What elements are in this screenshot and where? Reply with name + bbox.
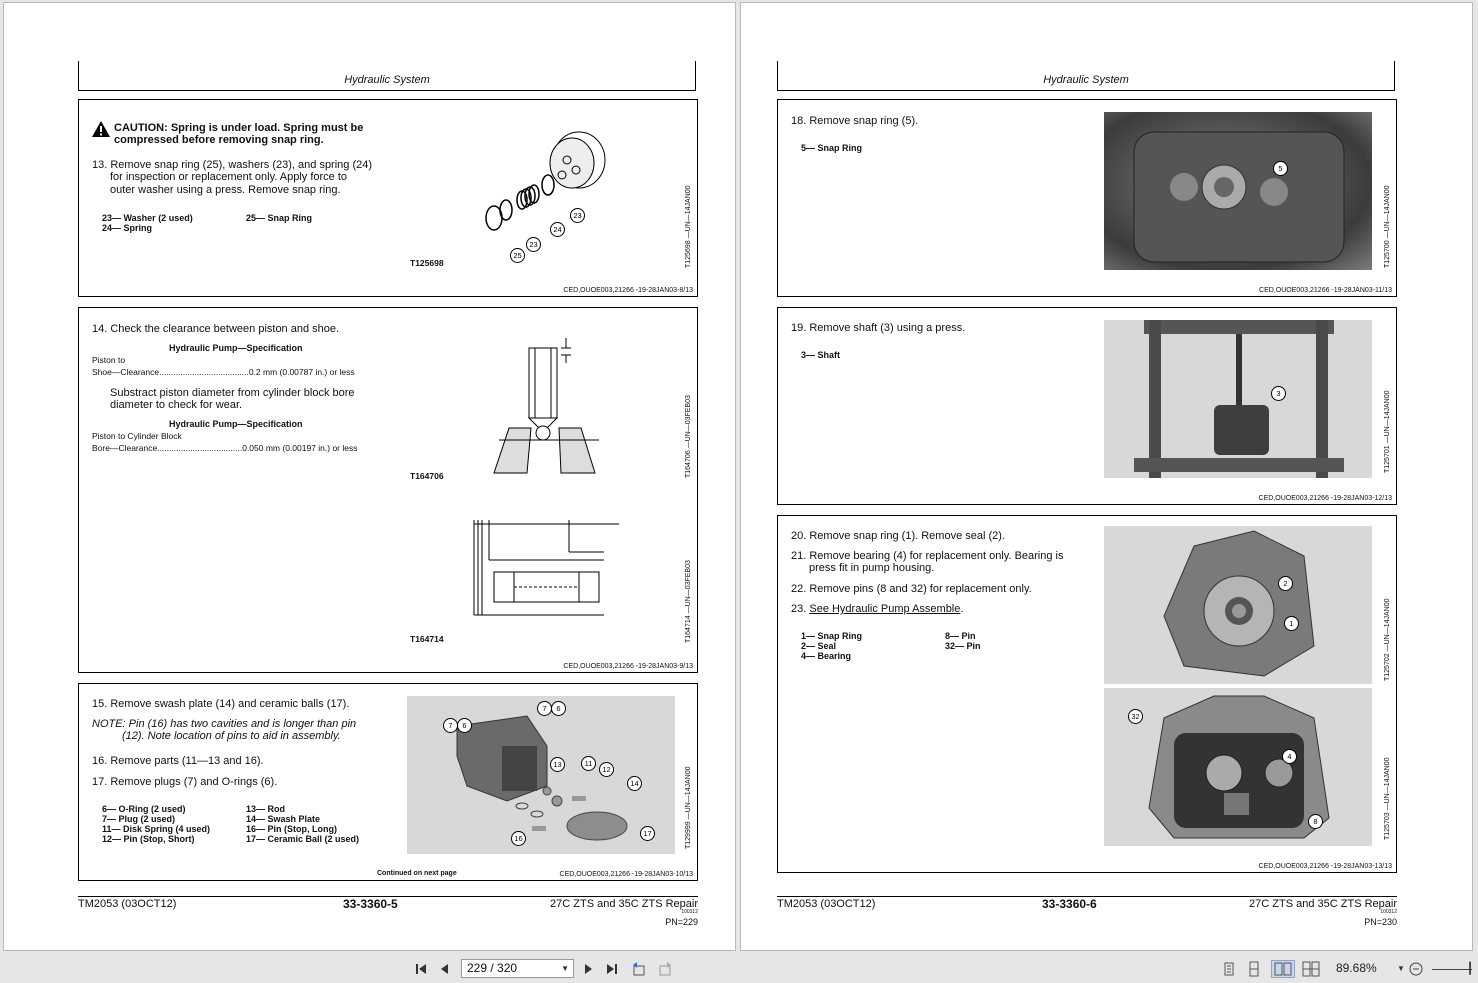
two-page-continuous-icon[interactable]: [1300, 961, 1322, 977]
spec-heading: Hydraulic Pump—Specification: [169, 343, 303, 353]
legend-item: 12— Pin (Stop, Short): [102, 834, 195, 844]
continued-note: Continued on next page: [377, 870, 457, 877]
ced-reference: CED,OUOE003,21266 -19-28JAN03-13/13: [1258, 863, 1392, 870]
callout-marker: 23: [526, 237, 541, 252]
legend-item: 8— Pin: [945, 631, 976, 641]
pdf-page-left: [3, 2, 736, 951]
figure-vertical-id: T125702 —UN—14JAN00: [1384, 598, 1391, 681]
callout-marker: 7: [537, 701, 552, 716]
step-18: 18. Remove snap ring (5).: [791, 115, 919, 127]
callout-marker: 13: [550, 757, 565, 772]
note-line-1: Substract piston diameter from cylinder block bore: [110, 387, 355, 399]
zoom-level[interactable]: 89.68%: [1336, 961, 1377, 975]
legend-item: 6— O-Ring (2 used): [102, 804, 186, 814]
step-23-number: 23.: [791, 603, 807, 615]
note-line-2: (12). Note location of pins to aid in assembly.: [122, 730, 341, 742]
legend-item: 11— Disk Spring (4 used): [102, 824, 211, 834]
footer-pn: PN=229: [665, 917, 698, 927]
figure-vertical-id: T125701 —UN—14JAN00: [1384, 390, 1391, 473]
figure-vertical-id: T164714 —UN—03FEB03: [685, 560, 692, 643]
spec-row: Shoe—Clearance......................................0.2 mm (0.00787 in.) or less: [92, 367, 355, 377]
hydraulic-pump-assemble-link[interactable]: See Hydraulic Pump Assemble: [809, 603, 961, 615]
legend-item: 32— Pin: [945, 641, 981, 651]
figure-id: T164706: [410, 471, 444, 481]
caution-icon: [91, 120, 111, 138]
legend-item: 17— Ceramic Ball (2 used): [246, 834, 360, 844]
step-20: 20. Remove snap ring (1). Remove seal (2).: [791, 530, 1005, 542]
step-21-line-1: 21. Remove bearing (4) for replacement only. Bearing is: [791, 550, 1064, 562]
zoom-out-icon[interactable]: [1408, 961, 1424, 977]
prev-page-icon[interactable]: [437, 961, 453, 977]
note-line-1: NOTE: Pin (16) has two cavities and is longer than pin: [92, 718, 357, 730]
callout-marker: 6: [551, 701, 566, 716]
ced-reference: CED,OUOE003,21266 -19-28JAN03-8/13: [563, 287, 693, 294]
footer-pn: PN=230: [1364, 917, 1397, 927]
page-header: [777, 61, 1395, 91]
header-title: Hydraulic System: [1043, 74, 1129, 86]
press-illustration: [1104, 320, 1372, 478]
chevron-down-icon[interactable]: ▼: [561, 964, 569, 973]
pump-housing-photo: [1104, 112, 1372, 270]
legend-item: 4— Bearing: [801, 651, 852, 661]
page-number-field[interactable]: [461, 959, 574, 978]
step-19: 19. Remove shaft (3) using a press.: [791, 322, 966, 334]
pump-housing-illustration: [1104, 112, 1372, 270]
header-title: Hydraulic System: [344, 74, 430, 86]
cylinder-block-bore-diagram: [464, 520, 624, 620]
callout-marker: 4: [1282, 749, 1297, 764]
legend-item: 16— Pin (Stop, Long): [246, 824, 337, 834]
callout-marker: 25: [510, 248, 525, 263]
section-swash-plate: [78, 683, 698, 881]
callout-marker: 16: [511, 831, 526, 846]
pump-housing-pins-illustration: [1104, 688, 1372, 846]
back-view-icon[interactable]: [631, 961, 647, 977]
callout-marker: 7: [443, 718, 458, 733]
footer-title: 27C ZTS and 35C ZTS Repair: [550, 898, 698, 910]
single-page-icon[interactable]: [1221, 961, 1237, 977]
callout-marker: 1: [1284, 616, 1299, 631]
caution-line-1: CAUTION: Spring is under load. Spring must be: [114, 122, 364, 134]
next-page-icon[interactable]: [580, 961, 596, 977]
spec-row: Piston to: [92, 355, 126, 365]
footer-manual-id: TM2053 (03OCT12): [777, 898, 876, 910]
pump-housing-pins-photo: [1104, 688, 1372, 846]
section-piston-clearance: [78, 307, 698, 673]
callout-marker: 12: [599, 762, 614, 777]
step-14: 14. Check the clearance between piston and shoe.: [92, 323, 340, 335]
legend-item: 25— Snap Ring: [246, 213, 313, 223]
section-remove-shaft: [777, 307, 1397, 505]
pump-cover-illustration: [1104, 526, 1372, 684]
figure-vertical-id: T164706 —UN—03FEB03: [685, 395, 692, 478]
figure-vertical-id: T125703 —UN—14JAN00: [1384, 757, 1391, 840]
ced-reference: CED,OUOE003,21266 -19-28JAN03-10/13: [559, 871, 693, 878]
caution-line-2: compressed before removing snap ring.: [114, 134, 324, 146]
legend-item: 5— Snap Ring: [801, 143, 863, 153]
callout-marker: 17: [640, 826, 655, 841]
pump-cover-photo: [1104, 526, 1372, 684]
spec-row: Piston to Cylinder Block: [92, 431, 182, 441]
callout-marker: 5: [1273, 161, 1288, 176]
step-16: 16. Remove parts (11—13 and 16).: [92, 755, 264, 767]
callout-marker: 6: [457, 718, 472, 733]
ced-reference: CED,OUOE003,21266 -19-28JAN03-12/13: [1258, 495, 1392, 502]
section-remove-seal-bearing: [777, 515, 1397, 873]
callout-marker: 23: [570, 208, 585, 223]
legend-item: 3— Shaft: [801, 350, 841, 360]
step-13-line-3: outer washer using a press. Remove snap ring.: [110, 184, 341, 196]
section-remove-snap-ring: [777, 99, 1397, 297]
legend-item: 14— Swash Plate: [246, 814, 321, 824]
callout-marker: 2: [1278, 576, 1293, 591]
figure-vertical-id: T129999 —UN—14JAN00: [685, 766, 692, 849]
page-indicator: 229 / 320: [467, 961, 518, 975]
footer-page-number: 33-3360-6: [1042, 897, 1097, 911]
callout-marker: 8: [1308, 814, 1323, 829]
legend-item: 23— Washer (2 used): [102, 213, 193, 223]
legend-item: 2— Seal: [801, 641, 837, 651]
last-page-icon[interactable]: [604, 961, 620, 977]
figure-id: T125698: [410, 258, 444, 268]
pdf-page-right: [740, 2, 1473, 951]
figure-vertical-id: T125700 —UN—14JAN00: [1384, 185, 1391, 268]
ced-reference: CED,OUOE003,21266 -19-28JAN03-11/13: [1259, 287, 1392, 294]
step-23: 23. See Hydraulic Pump Assemble.: [791, 603, 964, 615]
step-13-line-2: for inspection or replacement only. Apply force to: [110, 171, 348, 183]
legend-item: 13— Rod: [246, 804, 286, 814]
footer-date-code: 100312: [681, 909, 698, 915]
legend-item: 24— Spring: [102, 223, 153, 233]
piston-shoe-diagram: [489, 328, 609, 478]
footer-title: 27C ZTS and 35C ZTS Repair: [1249, 898, 1397, 910]
step-21-line-2: press fit in pump housing.: [809, 562, 935, 574]
callout-marker: 3: [1271, 386, 1286, 401]
forward-view-icon[interactable]: [657, 961, 673, 977]
two-page-icon[interactable]: [1271, 960, 1295, 978]
footer-page-number: 33-3360-5: [343, 897, 398, 911]
spec-heading: Hydraulic Pump—Specification: [169, 419, 303, 429]
step-22: 22. Remove pins (8 and 32) for replacement only.: [791, 583, 1032, 595]
figure-vertical-id: T125698 —UN—14JAN00: [685, 185, 692, 268]
spec-row: Bore—Clearance....................................0.050 mm (0.00197 in.) or less: [92, 443, 358, 453]
callout-marker: 24: [550, 222, 565, 237]
continuous-page-icon[interactable]: [1246, 961, 1262, 977]
step-13-line-1: 13. Remove snap ring (25), washers (23), and spring (24): [92, 159, 373, 171]
footer-date-code: 100312: [1380, 909, 1397, 915]
first-page-icon[interactable]: [413, 961, 429, 977]
step-15: 15. Remove swash plate (14) and ceramic balls (17).: [92, 698, 350, 710]
callout-marker: 32: [1128, 709, 1143, 724]
page-header: [78, 61, 696, 91]
zoom-slider-handle[interactable]: ┃: [1466, 963, 1474, 975]
legend-item: 1— Snap Ring: [801, 631, 863, 641]
legend-item: 7— Plug (2 used): [102, 814, 176, 824]
figure-id: T164714: [410, 634, 444, 644]
ced-reference: CED,OUOE003,21266 -19-28JAN03-9/13: [563, 663, 693, 670]
section-snap-ring-spring: [78, 99, 698, 297]
press-photo: [1104, 320, 1372, 478]
callout-marker: 11: [581, 756, 596, 771]
viewer-toolbar: [0, 955, 1478, 983]
chevron-down-icon[interactable]: ▼: [1397, 964, 1405, 973]
step-17: 17. Remove plugs (7) and O-rings (6).: [92, 776, 278, 788]
footer-manual-id: TM2053 (03OCT12): [78, 898, 177, 910]
callout-marker: 14: [627, 776, 642, 791]
note-line-2: diameter to check for wear.: [110, 399, 243, 411]
